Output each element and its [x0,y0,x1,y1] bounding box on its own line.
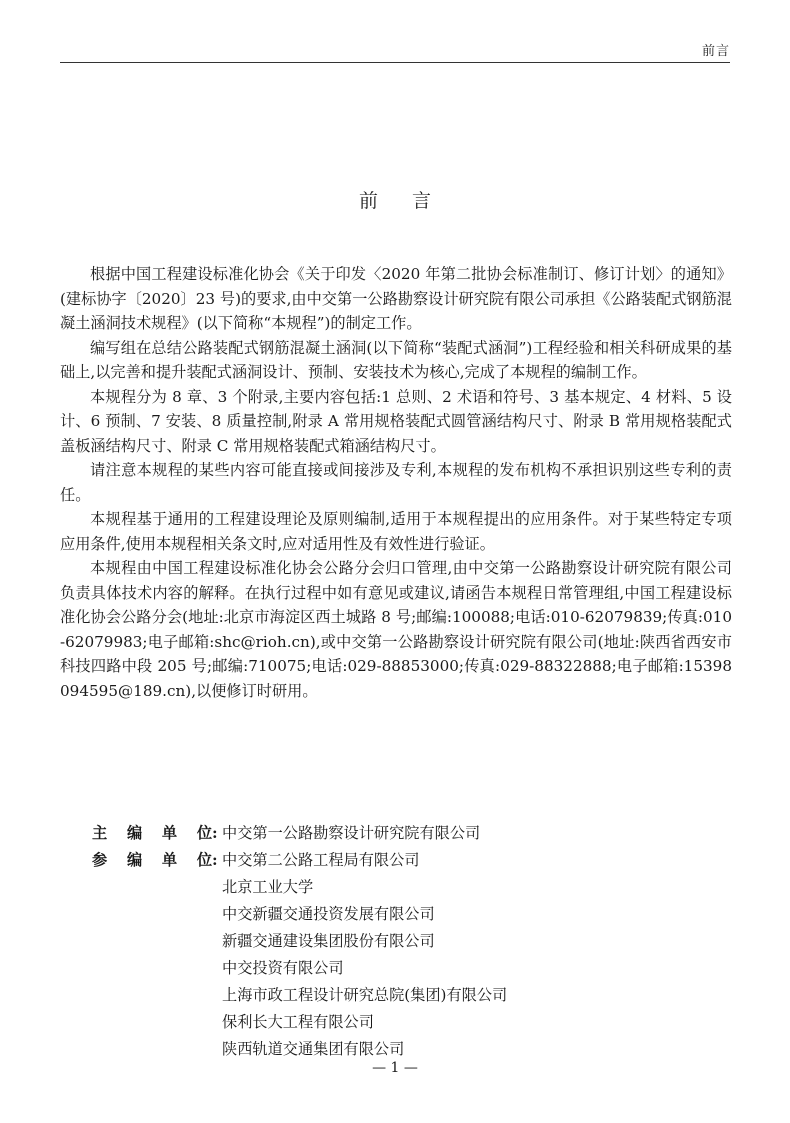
body-text [60,262,732,703]
running-header [60,34,730,63]
participating-unit-row [92,1036,507,1063]
paragraph-3: 本规程分为 8 章、3 个附录,主要内容包括:1 总则、2 术语和符号、3 基本规定、4 材料、5 设计、6 预制、7 安装、8 质量控制,附录 A 常用规格装配式圆管涵结构尺寸、附录 B 常用规格装配式盖板涵结构尺寸、附录 C 常用规格装配式箱涵结构尺寸。 [60,387,732,455]
participating-unit-row [92,928,507,955]
paragraph-4: 请注意本规程的某些内容可能直接或间接涉及专利,本规程的发布机构不承担识别这些专利的责任。 [60,461,732,504]
page-number: — 1 — [372,1060,418,1076]
page-title: 前言 [358,190,465,212]
participating-unit-name: 北京工业大学 [222,878,314,896]
chief-unit-name: 中交第一公路勘察设计研究院有限公司 [222,824,481,842]
paragraph-5: 本规程基于通用的工程建设理论及原则编制,适用于本规程提出的应用条件。对于某些特定专项应用条件,使用本规程相关条文时,应对适用性及有效性进行验证。 [60,510,732,553]
participating-unit-row [92,982,507,1009]
paragraph-6: 本规程由中国工程建设标准化协会公路分会归口管理,由中交第一公路勘察设计研究院有限公司负责具体技术内容的解释。在执行过程中如有意见或建议,请函告本规程日常管理组,中国工程建设标准化协会公路分会(地址:北京市海淀区西土城路 8 号;邮编:100088;电话:010-62079839;传真:010-62079983;电子邮箱:shc@rioh.cn),或中交第一公路勘察设计研究院有限公司(地址:陕西省西安市科技四路中段 205 号;邮编:710075;电话:029-88853000;传真:029-88322888;电子邮箱:15398094595@189.cn),以便修订时研用。 [60,559,732,700]
participating-unit-row [92,1009,507,1036]
participating-unit-row [92,955,507,982]
participating-unit-name: 中交投资有限公司 [222,959,344,977]
participating-unit-name: 中交第二公路工程局有限公司 [222,851,420,869]
participating-unit-name: 上海市政工程设计研究总院(集团)有限公司 [222,986,508,1004]
running-header-title: 前言 [701,44,730,59]
participating-unit-row: 参 编 单 位 : 中交第二公路工程局有限公司 [92,847,507,874]
participating-unit-name: 陕西轨道交通集团有限公司 [222,1040,405,1058]
chief-unit-row: 主 编 单 位 : 中交第一公路勘察设计研究院有限公司 [92,820,507,847]
participating-unit-label: 参 编 单 位 [92,851,212,869]
paragraph-1: 根据中国工程建设标准化协会《关于印发〈2020 年第二批协会标准制订、修订计划〉的通知》(建标协字〔2020〕23 号)的要求,由中交第一公路勘察设计研究院有限公司承担《公路装配式钢筋混凝土涵洞技术规程》(以下简称“本规程”)的制定工作。 [60,265,732,332]
participating-unit-name: 保利长大工程有限公司 [222,1013,374,1031]
participating-unit-row [92,874,507,901]
participating-unit-name: 中交新疆交通投资发展有限公司 [222,905,435,923]
participating-unit-name: 新疆交通建设集团股份有限公司 [222,932,435,950]
drafting-units [92,820,507,1063]
participating-unit-row [92,901,507,928]
paragraph-2: 编写组在总结公路装配式钢筋混凝土涵洞(以下简称“装配式涵洞”)工程经验和相关科研成果的基础上,以完善和提升装配式涵洞设计、预制、安装技术为核心,完成了本规程的编制工作。 [60,338,732,381]
chief-unit-label: 主 编 单 位 [92,824,212,842]
